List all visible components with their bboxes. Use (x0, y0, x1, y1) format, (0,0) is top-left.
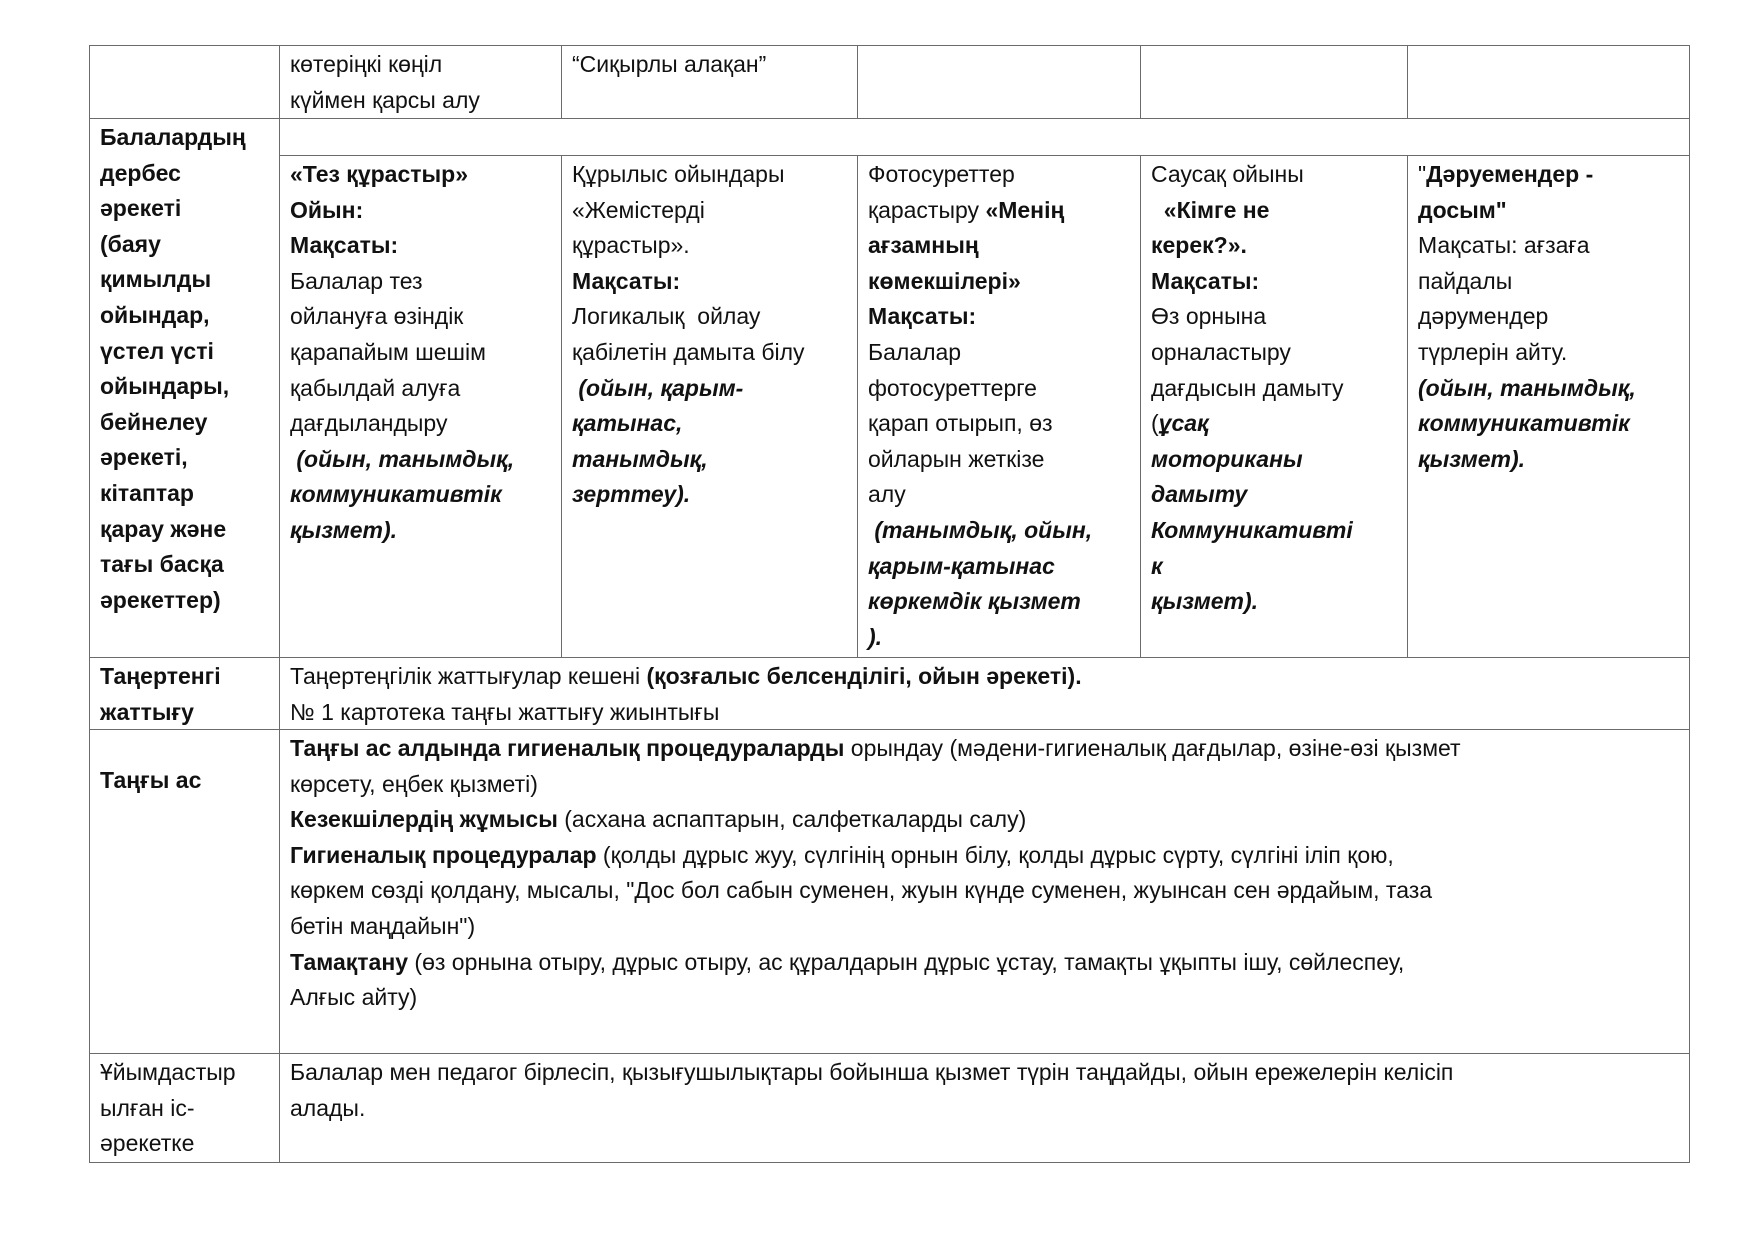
intro-line: Фотосуреттер (868, 161, 1015, 187)
greeting-wednesday-cell (857, 45, 1141, 119)
goal-line: Логикалық ойлау (572, 303, 761, 330)
greeting-tuesday-cell (561, 45, 858, 119)
duty-text: (асхана аспаптарын, салфеткаларды салу) (557, 806, 1027, 833)
activity-type-line: қызмет). (1151, 588, 1259, 615)
goal-line: Балалар (868, 338, 962, 365)
organized-text: алады. (290, 1094, 366, 1121)
goal-line: Өз орнына (1151, 303, 1267, 330)
independent-activity-label-cell (89, 118, 280, 658)
exercise-text: Таңертеңгілік жаттығулар кешені (290, 663, 647, 689)
procedures-text: бетін маңдайын") (290, 912, 476, 939)
activity-type-line: (танымдық, ойын, (868, 516, 1093, 543)
game-title: ағзамның (868, 232, 979, 259)
goal-line: Мақсаты: ағзаға (1418, 232, 1590, 259)
exercise-card-index: № 1 картотека таңғы жаттығу жиынтығы (290, 698, 720, 725)
game-title: досым" (1418, 196, 1507, 223)
goal-line: фотосуреттерге (868, 374, 1037, 401)
activity-type-line: коммуникативтік (290, 481, 502, 508)
label-line: қарау және (100, 515, 227, 542)
independent-tuesday-cell (561, 155, 858, 658)
label-line: тағы басқа (100, 551, 224, 578)
label-line: әрекеттер) (100, 586, 221, 613)
label-line: жаттығу (100, 698, 194, 725)
goal-line: дәрумендер (1418, 303, 1549, 330)
intro-line: құрастыр». (572, 232, 690, 259)
label-line: кітаптар (100, 479, 194, 506)
independent-activity-label (100, 120, 271, 618)
activity-type-line: к (1151, 552, 1163, 579)
breakfast-label-cell (89, 729, 280, 1054)
breakfast-content-cell (279, 729, 1690, 1054)
label-line: Балалардың (100, 124, 246, 150)
procedures-heading: Гигиеналық процедуралар (290, 841, 597, 868)
activity-type-line: (ойын, танымдық, (1418, 374, 1636, 401)
eating-text: (өз орнына отыру, дұрыс отыру, ас құралдарын дұрыс ұстау, тамақты ұқыпты ішу, сөйлеспеу, (408, 948, 1405, 975)
label-line: ойындар, (100, 301, 210, 328)
goal-line: қабілетін дамыта білу (572, 338, 805, 365)
eating-heading: Тамақтану (290, 948, 409, 975)
activity-type-line: қарым-қатынас (868, 552, 1055, 579)
intro-line: Саусақ ойыны (1151, 161, 1304, 187)
activity-type-line: (ойын, қарым- (572, 374, 744, 401)
activity-type-line: қызмет). (1418, 445, 1526, 472)
label-line: қимылды (100, 266, 212, 293)
activity-type-line: зерттеу). (572, 481, 691, 508)
morning-exercise-label-cell (89, 657, 280, 730)
label-line: үстел үсті (100, 337, 214, 364)
procedures-text: көркем сөзді қолдану, мысалы, "Дос бол сабын суменен, жуын күнде суменен, жуынсан сен әрдайым, таза (290, 877, 1433, 904)
goal-line: алу (868, 481, 906, 508)
label-line: дербес (100, 159, 181, 186)
organized-activity-label-cell (89, 1053, 280, 1163)
game-title: керек?». (1151, 232, 1247, 259)
game-title: «Кімге не (1151, 196, 1270, 223)
goal-label: Мақсаты: (290, 232, 399, 259)
label-line: Таңғы ас (100, 767, 202, 793)
goal-line: дағдысын дамыту (1151, 374, 1344, 401)
label-line: ылған іс- (100, 1094, 195, 1121)
activity-type-line: қызмет). (290, 516, 398, 543)
greeting-tuesday-text: “Сиқырлы алақан” (572, 51, 767, 77)
game-title: «Менің (985, 196, 1065, 223)
goal-line: қарап отырып, өз (868, 410, 1053, 437)
activity-type-line: ). (868, 623, 883, 650)
greeting-label-cell (89, 45, 280, 119)
activity-type-line: танымдық, (572, 445, 708, 472)
goal-line: қабылдай алуға (290, 374, 461, 401)
title-open-quote: " (1418, 161, 1427, 187)
label-line: Таңертенгі (100, 663, 221, 689)
goal-line: ойлануға өзіндік (290, 303, 464, 330)
goal-line: қарапайым шешім (290, 338, 486, 365)
greeting-monday-cell (279, 45, 562, 119)
intro-line: «Жемістерді (572, 196, 705, 223)
exercise-activity-type: (қозғалыс белсенділігі, ойын әрекеті). (646, 663, 1082, 689)
greeting-thursday-cell (1140, 45, 1408, 119)
hygiene-text: көрсету, еңбек қызметі) (290, 770, 538, 797)
label-line: әрекеті (100, 195, 182, 222)
label-line: әрекетке (100, 1130, 195, 1157)
greeting-friday-cell (1407, 45, 1690, 119)
activity-type-line: Коммуникативті (1151, 516, 1353, 543)
activity-open-paren: ( (1151, 410, 1159, 437)
goal-line: түрлерін айту. (1418, 338, 1568, 365)
independent-friday-cell (1407, 155, 1690, 658)
label-line: (баяу (100, 230, 161, 257)
activity-type-line: ұсақ (1158, 410, 1209, 437)
independent-thursday-cell (1140, 155, 1408, 658)
eating-text: Алғыс айту) (290, 984, 418, 1011)
activity-type-line: қатынас, (572, 410, 683, 437)
hygiene-text: орындау (мәдени-гигиеналық дағдылар, өзіне-өзі қызмет (844, 735, 1461, 761)
activity-type-line: (ойын, танымдық, (290, 445, 515, 472)
independent-monday-cell (279, 155, 562, 658)
independent-wednesday-cell (857, 155, 1141, 658)
activity-type-line: көркемдік қызмет (868, 588, 1081, 615)
greeting-monday-line: күймен қарсы алу (290, 86, 480, 113)
label-line: әрекеті, (100, 444, 188, 471)
goal-line: Балалар тез (290, 267, 423, 294)
goal-label: Мақсаты: (868, 303, 977, 330)
goal-line: ойларын жеткізе (868, 445, 1045, 472)
game-title: Ойын: (290, 196, 364, 223)
label-line: бейнелеу (100, 408, 208, 435)
goal-line: орналастыру (1151, 338, 1291, 365)
activity-type-line: дамыту (1151, 481, 1248, 508)
procedures-text: (қолды дұрыс жуу, сүлгінің орнын білу, қолды дұрыс сүрту, сүлгіні іліп қою, (596, 841, 1394, 868)
goal-label: Мақсаты: (572, 267, 681, 294)
morning-exercise-content-cell (279, 657, 1690, 730)
activity-type-line: коммуникативтік (1418, 410, 1630, 437)
intro-line: Құрылыс ойындары (572, 161, 785, 187)
greeting-monday-line: көтеріңкі көңіл (290, 51, 443, 77)
independent-activity-spacer-cell (279, 118, 1690, 156)
duty-heading: Кезекшілердің жұмысы (290, 806, 558, 833)
game-title: Дәруемендер - (1426, 161, 1594, 187)
activity-type-line: моториканы (1151, 445, 1303, 472)
game-title: көмекшілері» (868, 267, 1021, 294)
game-title: «Тез құрастыр» (290, 161, 468, 187)
goal-label: Мақсаты: (1151, 267, 1260, 294)
goal-line: дағдыландыру (290, 410, 448, 437)
organized-activity-content-cell (279, 1053, 1690, 1163)
label-line: ойындары, (100, 373, 230, 400)
hygiene-heading: Таңғы ас алдында гигиеналық процедураларды (290, 735, 845, 761)
intro-line: қарастыру (868, 196, 986, 223)
goal-line: пайдалы (1418, 267, 1513, 294)
label-line: Ұйымдастыр (100, 1059, 236, 1085)
organized-text: Балалар мен педагог бірлесіп, қызығушылықтары бойынша қызмет түрін таңдайды, ойын ережелерін келісіп (290, 1059, 1454, 1085)
